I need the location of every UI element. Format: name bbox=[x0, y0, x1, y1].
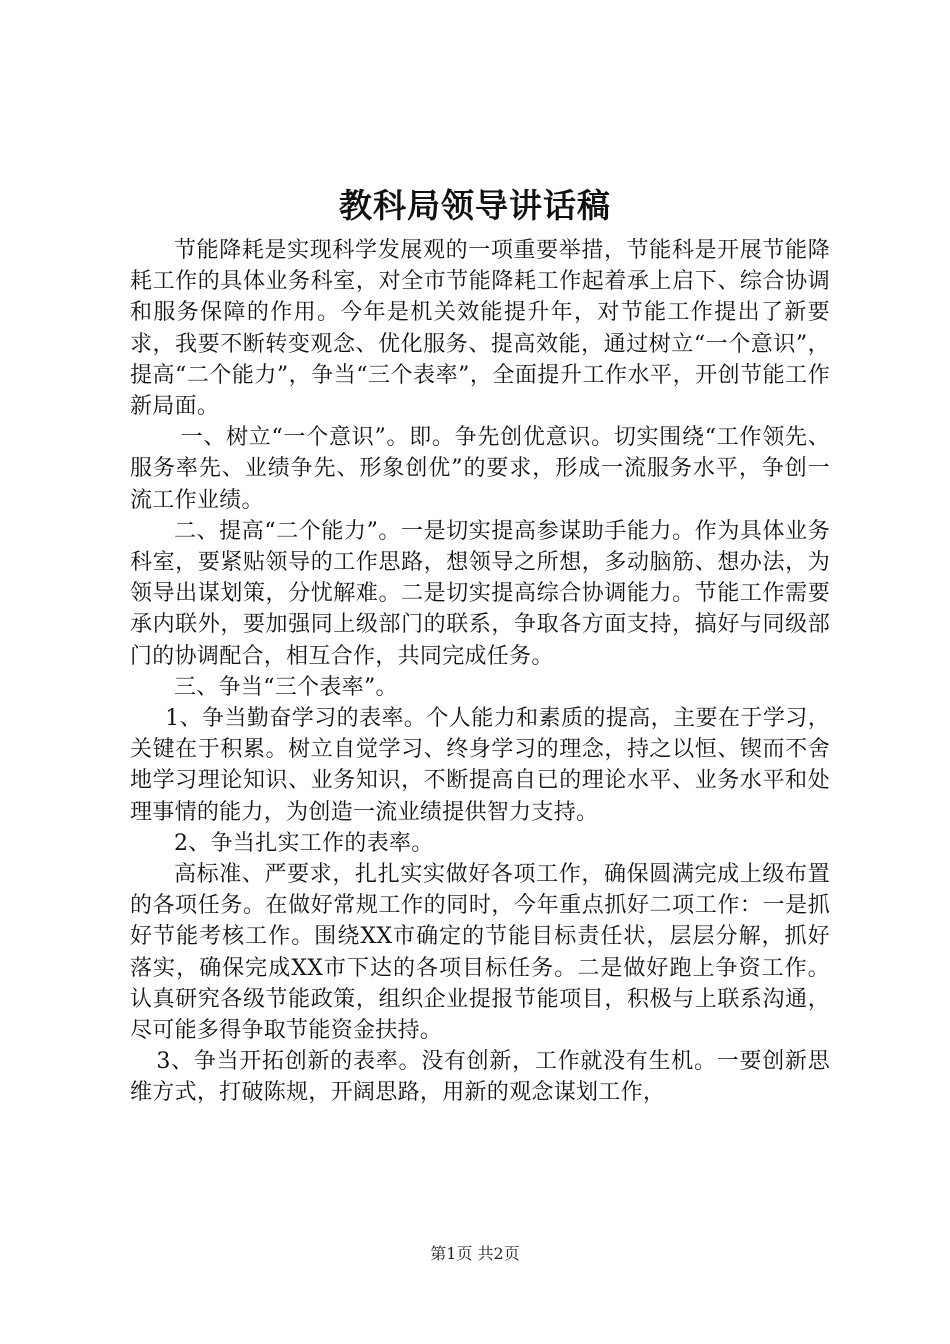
paragraph-item-2-body: 高标准、严要求，扎扎实实做好各项工作，确保圆满完成上级布置的各项任务。在做好常规工作的同时，今年重点抓好二项工作：一是抓好节能考核工作。围绕XX市确定的节能目标责任状，层层分解，抓好落实，确保完成XX市下达的各项目标任务。二是做好跑上争资工作。认真研究各级节能政策，组织企业提报节能项目，积极与上联系沟通，尽可能多得争取节能资金扶持。 bbox=[130, 862, 830, 1044]
document-body bbox=[130, 235, 830, 1109]
paragraph-item-1: 1、争当勤奋学习的表率。个人能力和素质的提高，主要在于学习，关键在于积累。树立自觉学习、终身学习的理念，持之以恒、锲而不舍地学习理论知识、业务知识，不断提高自已的理论水平、业务水平和处理事情的能力，为创造一流业绩提供智力支持。 bbox=[130, 706, 830, 825]
paragraph-section-3-heading: 三、争当“三个表率”。 bbox=[174, 674, 398, 700]
paragraph-section-1: 一、树立“一个意识”。即。争先创优意识。切实围绕“工作领先、服务率先、业绩争先、形象创优”的要求，形成一流服务水平，争创一流工作业绩。 bbox=[130, 425, 830, 513]
paragraph-intro: 节能降耗是实现科学发展观的一项重要举措，节能科是开展节能降耗工作的具体业务科室，对全市节能降耗工作起着承上启下、综合协调和服务保障的作用。今年是机关效能提升年，对节能工作提出了新要求，我要不断转变观念、优化服务、提高效能，通过树立“一个意识”，提高“二个能力”，争当“三个表率”，全面提升工作水平，开创节能工作新局面。 bbox=[130, 238, 830, 420]
paragraph-section-2: 二、提高“二个能力”。一是切实提高参谋助手能力。作为具体业务科室，要紧贴领导的工作思路，想领导之所想，多动脑筋、想办法，为领导出谋划策，分忧解难。二是切实提高综合协调能力。节能工作需要承内联外，要加强同上级部门的联系，争取各方面支持，搞好与同级部门的协调配合，相互合作，共同完成任务。 bbox=[130, 518, 830, 669]
paragraph-item-3: 3、争当开拓创新的表率。没有创新，工作就没有生机。一要创新思维方式，打破陈规，开阔思路，用新的观念谋划工作， bbox=[130, 1049, 830, 1106]
page-footer: 第1页 共2页 bbox=[430, 1244, 520, 1263]
page-title: 教科局领导讲话稿 bbox=[339, 186, 611, 225]
paragraph-item-2-heading: 2、争当扎实工作的表率。 bbox=[174, 830, 434, 856]
